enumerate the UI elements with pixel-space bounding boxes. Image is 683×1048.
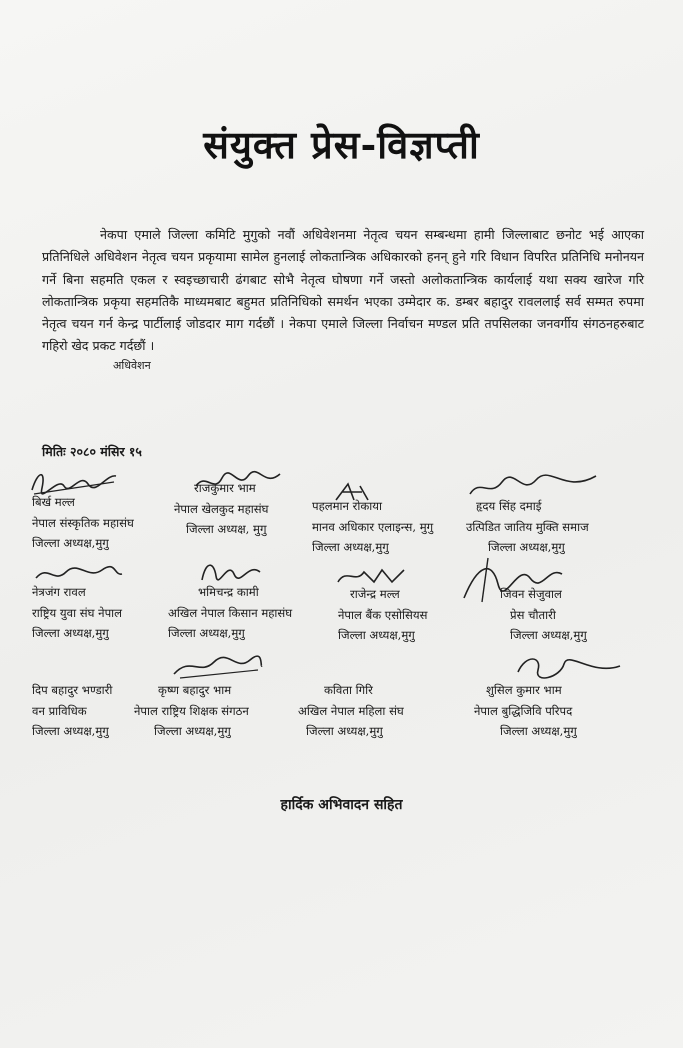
signatory-3 [312, 496, 433, 558]
signatory-role: जिल्ला अध्यक्ष,मुगु [306, 724, 383, 738]
signatory-name: दिप बहादुर भण्डारी [32, 683, 113, 697]
signatory-org: अखिल नेपाल महिला संघ [298, 703, 404, 718]
signatory-12 [474, 680, 577, 742]
signatory-org: उत्पिडित जातिय मुक्ति समाज [466, 519, 589, 534]
signatory-role: जिल्ला अध्यक्ष,मुगु [510, 628, 587, 642]
document-title: संयुक्त प्रेस-विज्ञप्ती [203, 122, 480, 167]
signatory-org: नेपाल खेलकुद महासंघ [174, 501, 269, 516]
signatory-name: कविता गिरि [324, 683, 373, 697]
signatory-org: अखिल नेपाल किसान महासंघ [168, 605, 293, 620]
signatory-9 [32, 680, 112, 742]
signatory-name: भमिचन्द्र कामी [198, 585, 259, 599]
signatory-5 [32, 582, 122, 644]
signatory-name: जिवन सेजुवाल [500, 587, 562, 601]
signatory-name: बिर्ख मल्ल [32, 495, 75, 509]
signatory-role: जिल्ला अध्यक्ष,मुगु [338, 628, 415, 642]
signatory-org: प्रेस चौतारी [510, 607, 556, 622]
signatory-role: जिल्ला अध्यक्ष,मुगु [154, 724, 231, 738]
signatory-name: पहलमान रोकाया [312, 499, 383, 513]
signatory-role: जिल्ला अध्यक्ष,मुगु [488, 540, 565, 554]
signatory-role: जिल्ला अध्यक्ष, मुगु [186, 522, 267, 536]
signatory-org: वन प्राविधिक [32, 703, 87, 718]
document-date: मितिः २०८० मंसिर १५ [42, 444, 142, 459]
handwritten-correction: अधिवेशन [113, 359, 151, 372]
signatory-name: राजेन्द्र मल्ल [350, 587, 400, 601]
statement-paragraph: नेकपा एमाले जिल्ला कमिटि मुगुको नवौं अधिवेशनमा नेतृत्व चयन सम्बन्धमा हामी जिल्लाबाट छनोट भई आएका प्रतिनिधिले अधिवेशन नेतृत्व चयन प्रकृयामा सामेल हुनलाई लोकतान्त्रिक अधिकारको हनन् हुने गरि विधान विपरित प्रतिनिधि मनोनयन गर्ने बिना सहमति एकल र स्वइच्छाचारी ढंगबाट सोभै नेतृत्व घोषणा गर्ने जस्तो अलोकतान्त्रिक कार्यलाई यथा सक्य खारेज गरि लोकतान्त्रिक प्रकृया सहमतिकै माध्यमबाट बहुमत प्रतिनिधिको समर्थन भएका उम्मेदार क. डम्बर बहादुर रावललाई सर्व सम्मत रुपमा नेतृत्व चयन गर्न केन्द्र पार्टीलाई जोडदार माग गर्दछौं । नेकपा एमाले जिल्ला निर्वाचन मण्डल प्रति तपसिलका जनवर्गीय संगठनहरुबाट गहिरो खेद प्रकट गर्दछौं । [42, 227, 644, 354]
closing-remark: हार्दिक अभिवादन सहित [280, 797, 403, 813]
signatory-org: मानव अधिकार एलाइन्स, मुगु [312, 519, 434, 534]
signatory-role: जिल्ला अध्यक्ष,मुगु [312, 540, 389, 554]
signatory-10 [134, 680, 249, 742]
signatory-org: राष्ट्रिय युवा संघ नेपाल [32, 605, 123, 620]
signatory-org: नेपाल राष्ट्रिय शिक्षक संगठन [134, 703, 249, 718]
signatory-role: जिल्ला अध्यक्ष,मुगु [500, 724, 577, 738]
signatory-org: नेपाल संस्कृतिक महासंघ [32, 515, 134, 530]
signatory-role: जिल्ला अध्यक्ष,मुगु [32, 626, 109, 640]
signatory-2 [174, 478, 268, 540]
signatory-name: शुसिल कुमार भाम [486, 683, 562, 697]
signatory-name: हृदय सिंह दमाई [476, 499, 542, 513]
signatory-role: जिल्ला अध्यक्ष,मुगु [168, 626, 245, 640]
signatory-11 [298, 680, 404, 742]
signatory-role: जिल्ला अध्यक्ष,मुगु [32, 536, 109, 550]
signatory-role: जिल्ला अध्यक्ष,मुगु [32, 724, 109, 738]
signatory-7 [338, 584, 427, 646]
signatory-org: नेपाल बुद्धिजिवि परिपद [474, 703, 573, 718]
signature-10-mark [170, 652, 266, 682]
signatory-4 [466, 496, 589, 558]
statement-body [42, 224, 644, 358]
signatory-name: राजकुमार भाम [194, 481, 256, 495]
signatory-name: कृष्ण बहादुर भाम [158, 683, 232, 697]
signatory-6 [168, 582, 292, 644]
signatory-1 [32, 492, 134, 554]
signatory-org: नेपाल बैंक एसोसियस [338, 607, 428, 622]
signatory-8 [500, 584, 587, 646]
signatory-name: नेत्रजंग रावल [32, 585, 86, 599]
